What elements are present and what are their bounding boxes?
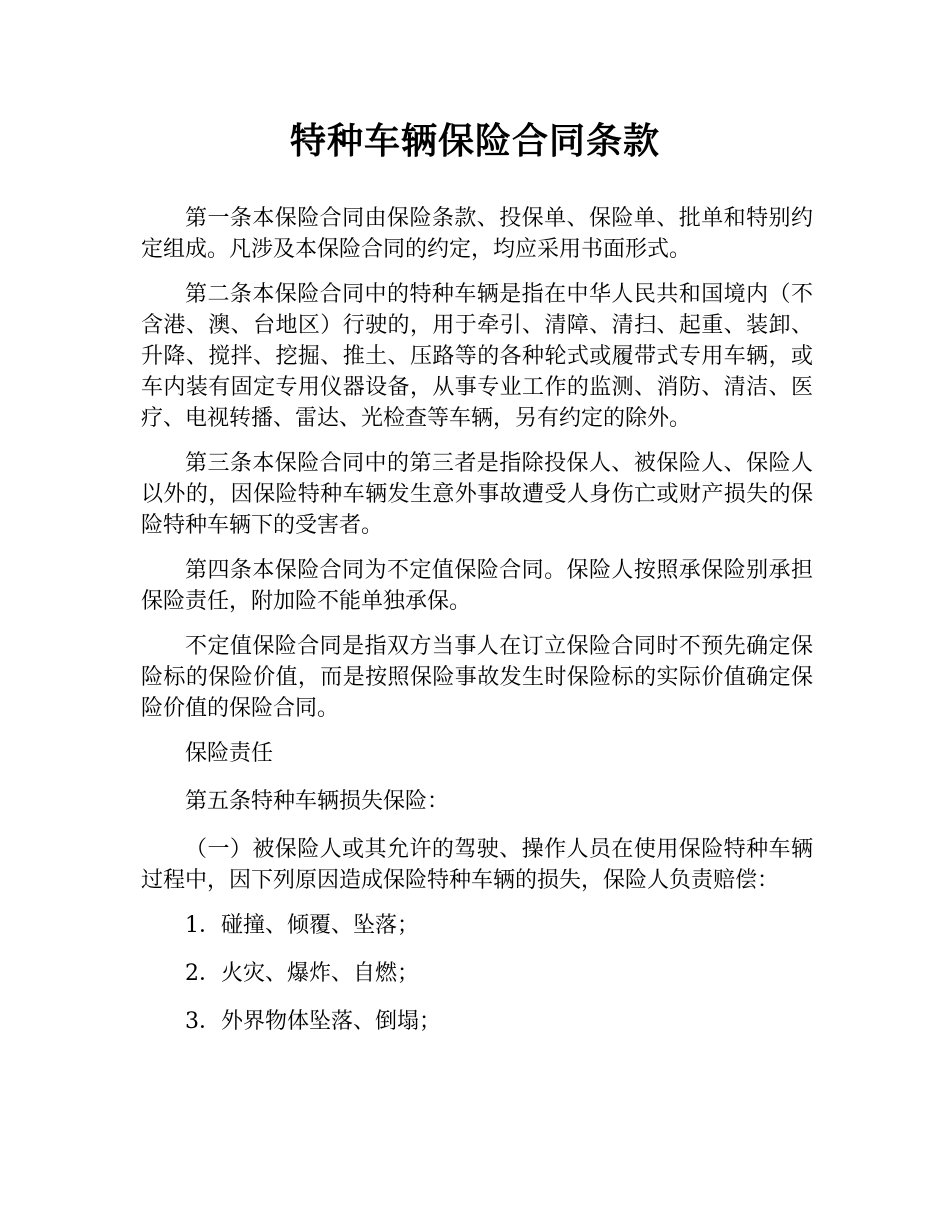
paragraph-definition: 不定值保险合同是指双方当事人在订立保险合同时不预先确定保险标的保险价值，而是按照保险事故发生时保险标的实际价值确定保险价值的保险合同。	[141, 634, 813, 721]
document-title: 特种车辆保险合同条款	[289, 121, 660, 162]
list-item-1: 1．碰撞、倾覆、坠落；	[185, 913, 419, 938]
paragraph-article-3: 第三条本保险合同中的第三者是指除投保人、被保险人、保险人以外的，因保险特种车辆发生意外事故遭受人身伤亡或财产损失的保险特种车辆下的受害者。	[141, 451, 813, 538]
paragraph-article-5: 第五条特种车辆损失保险：	[185, 789, 450, 814]
section-heading-liability: 保险责任	[185, 741, 274, 766]
paragraph-article-4: 第四条本保险合同为不定值保险合同。保险人按照承保险别承担保险责任，附加险不能单独承保。	[141, 558, 813, 614]
paragraph-article-1: 第一条本保险合同由保险条款、投保单、保险单、批单和特别约定组成。凡涉及本保险合同的约定，均应采用书面形式。	[141, 206, 813, 262]
list-item-3: 3．外界物体坠落、倒塌；	[185, 1009, 441, 1034]
document-body	[141, 203, 813, 1054]
list-item-2: 2．火灾、爆炸、自燃；	[185, 961, 419, 986]
paragraph-article-2: 第二条本保险合同中的特种车辆是指在中华人民共和国境内（不含港、澳、台地区）行驶的，用于牵引、清障、清扫、起重、装卸、升降、搅拌、挖掘、推土、压路等的各种轮式或履带式专用车辆，或车内装有固定专用仪器设备，从事专业工作的监测、消防、清洁、医疗、电视转播、雷达、光检查等车辆，另有约定的除外。	[141, 282, 813, 431]
paragraph-clause-1: （一）被保险人或其允许的驾驶、操作人员在使用保险特种车辆过程中，因下列原因造成保险特种车辆的损失，保险人负责赔偿：	[141, 837, 813, 893]
